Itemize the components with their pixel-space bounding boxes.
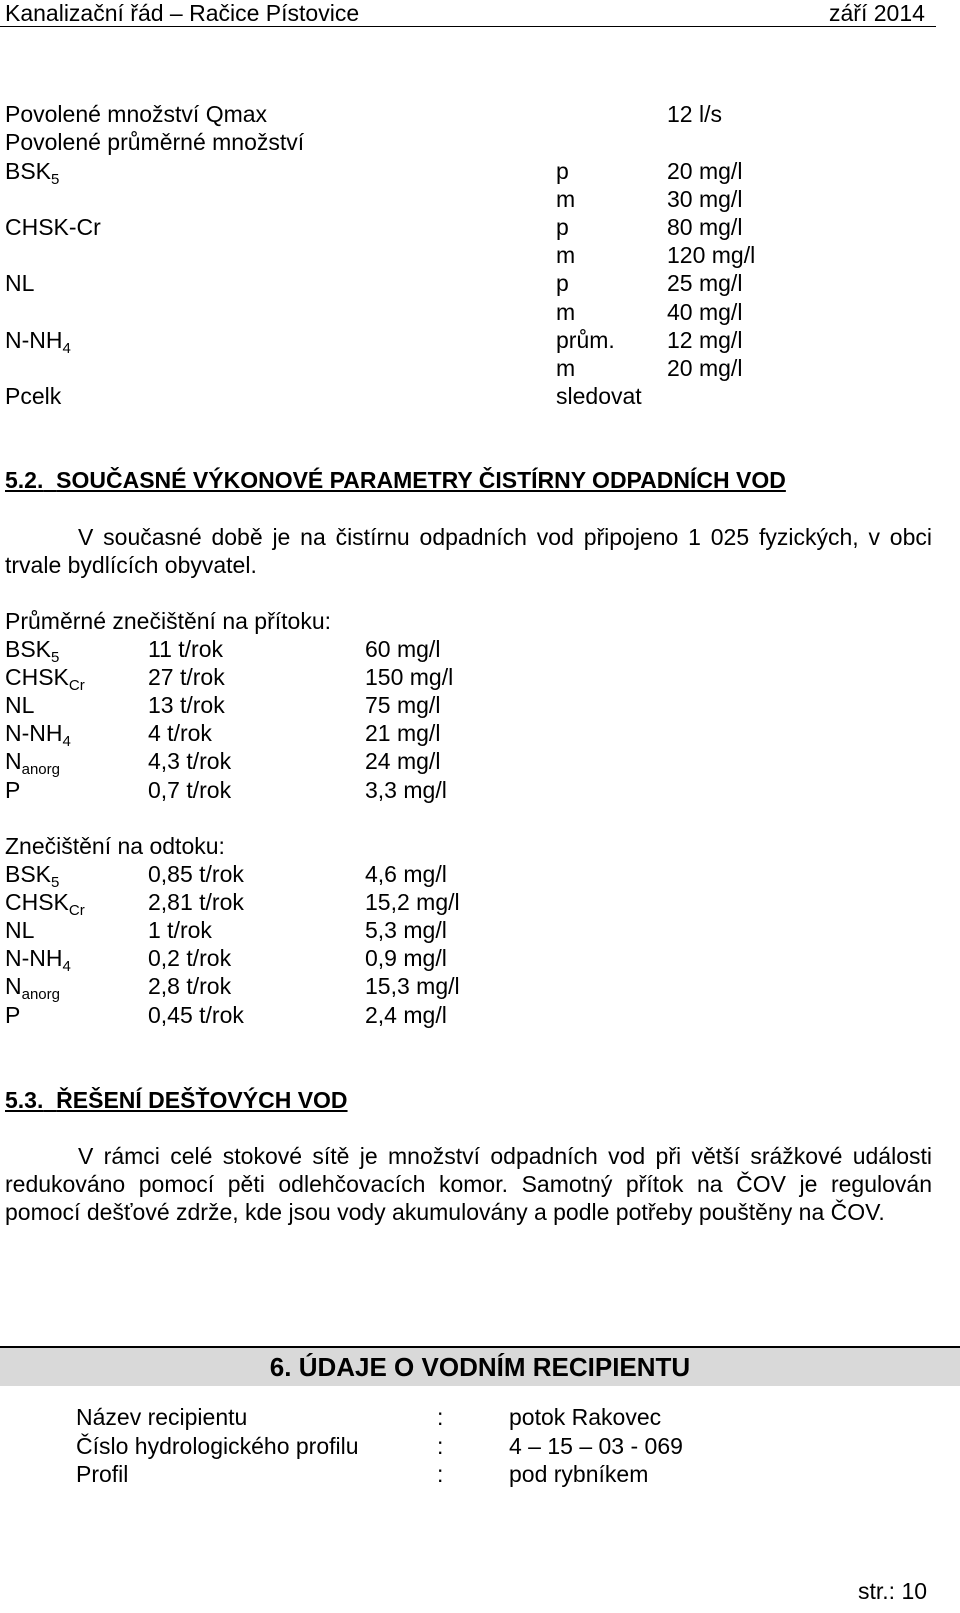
limit-type: p [556, 214, 569, 241]
pollutant-conc: 3,3 mg/l [365, 776, 447, 803]
pollutant-name: NL [5, 692, 35, 719]
section-6-band [0, 1346, 960, 1386]
section-6-title: 6. ÚDAJE O VODNÍM RECIPIENTU [269, 1352, 691, 1382]
recipient-value: pod rybníkem [509, 1461, 649, 1487]
document-date: září 2014 [829, 0, 925, 26]
section-5-2-paragraph: V současné době je na čistírnu odpadních vod připojeno 1 025 fyzických, v obci trvale bydlících obyvatel. [5, 524, 932, 578]
limit-value: 25 mg/l [667, 270, 743, 297]
pollutant-name: $N_{anorg}$ [5, 973, 60, 1004]
limit-type: p [556, 158, 569, 184]
pollutant-load: 2,81 t/rok [148, 889, 244, 916]
pollutant-name: $CHSK_{Cr}$ [5, 889, 85, 920]
pollutant-conc: 15,2 mg/l [365, 889, 460, 916]
outflow-title: Znečištění na odtoku: [5, 833, 225, 859]
section-title: SOUČASNÉ VÝKONOVÉ PARAMETRY ČISTÍRNY ODPADNÍCH VOD [56, 467, 786, 493]
recipient-separator: : [437, 1404, 444, 1430]
limit-value: 120 mg/l [667, 242, 756, 269]
pollutant-load: 0,45 t/rok [148, 1001, 244, 1028]
pollutant-conc: 0,9 mg/l [365, 945, 447, 972]
section-5-3-heading [5, 1086, 348, 1114]
pollutant-conc: 15,3 mg/l [365, 973, 460, 1000]
pollutant-conc: 24 mg/l [365, 748, 441, 775]
limit-value: 80 mg/l [667, 214, 743, 241]
recipient-separator: : [437, 1432, 444, 1459]
pollutant-conc: 5,3 mg/l [365, 917, 447, 944]
limit-param: $BSK_5$ [5, 158, 60, 188]
limit-value: 12 mg/l [667, 326, 743, 353]
pollutant-name: P [5, 1001, 21, 1028]
limit-param: Pcelk [5, 382, 62, 409]
document-title: Kanalizační řád – Račice Pístovice [5, 0, 360, 26]
limit-type: m [556, 354, 576, 381]
limit-param: $N-NH_4$ [5, 326, 71, 357]
pollutant-load: 0,85 t/rok [148, 861, 244, 887]
section-title: ŘEŠENÍ DEŠŤOVÝCH VOD [56, 1087, 348, 1113]
limit-type: m [556, 186, 576, 213]
section-number: 5.3. [5, 1087, 44, 1113]
pollutant-load: 0,7 t/rok [148, 776, 232, 803]
limit-type: m [556, 298, 576, 325]
recipient-label: Název recipientu [76, 1404, 248, 1430]
recipient-label: Profil [76, 1461, 129, 1487]
limit-type: p [556, 270, 569, 297]
page-header [0, 0, 936, 27]
limit-param: NL [5, 270, 35, 297]
pollutant-load: 27 t/rok [148, 664, 225, 691]
section-5-2-heading [5, 466, 786, 494]
pollutant-conc: 150 mg/l [365, 664, 454, 691]
pollutant-load: 4 t/rok [148, 720, 212, 747]
pollutant-name: $N-NH_4$ [5, 945, 71, 976]
recipient-value: potok Rakovec [509, 1404, 662, 1430]
pollutant-name: $N_{anorg}$ [5, 748, 60, 779]
page-number: str.: 10 [858, 1578, 928, 1604]
section-5-3-paragraph: V rámci celé stokové sítě je množství odpadních vod při větší srážkové události redukováno pomocí pěti odlehčovacích komor. Samotný přítok na ČOV je regulován pomocí dešťové zdrže, kde jsou vody akumulovány a podle potřeby pouštěny na ČOV. [5, 1143, 932, 1225]
recipient-value: 4 – 15 – 03 - 069 [509, 1432, 683, 1459]
pollutant-name: $CHSK_{Cr}$ [5, 664, 85, 695]
limit-type: m [556, 242, 576, 269]
pollutant-name: P [5, 776, 21, 803]
qmax-label: Povolené množství Qmax [5, 101, 268, 127]
limit-value: 20 mg/l [667, 354, 743, 381]
limit-type: prům. [556, 326, 615, 353]
limit-value: 40 mg/l [667, 298, 743, 325]
limit-type: sledovat [556, 382, 642, 409]
pollutant-conc: 60 mg/l [365, 636, 441, 662]
pollutant-conc: 4,6 mg/l [365, 861, 447, 887]
pollutant-conc: 21 mg/l [365, 720, 441, 747]
pollutant-load: 11 t/rok [148, 636, 223, 662]
inflow-title: Průměrné znečištění na přítoku: [5, 608, 331, 634]
recipient-label: Číslo hydrologického profilu [76, 1432, 359, 1459]
limit-param: CHSK-Cr [5, 214, 101, 241]
qmax-value: 12 l/s [667, 101, 722, 127]
limit-value: 30 mg/l [667, 186, 743, 213]
pollutant-conc: 75 mg/l [365, 692, 441, 719]
pollutant-name: $BSK_5$ [5, 861, 60, 891]
pollutant-conc: 2,4 mg/l [365, 1001, 447, 1028]
pollutant-name: $BSK_5$ [5, 636, 60, 666]
avg-label: Povolené průměrné množství [5, 129, 305, 155]
pollutant-load: 1 t/rok [148, 917, 212, 944]
pollutant-load: 0,2 t/rok [148, 945, 232, 972]
pollutant-name: $N-NH_4$ [5, 720, 71, 751]
section-number: 5.2. [5, 467, 44, 493]
pollutant-load: 2,8 t/rok [148, 973, 232, 1000]
recipient-separator: : [437, 1461, 444, 1487]
pollutant-load: 4,3 t/rok [148, 748, 232, 775]
pollutant-load: 13 t/rok [148, 692, 225, 719]
limit-value: 20 mg/l [667, 158, 743, 184]
pollutant-name: NL [5, 917, 35, 944]
